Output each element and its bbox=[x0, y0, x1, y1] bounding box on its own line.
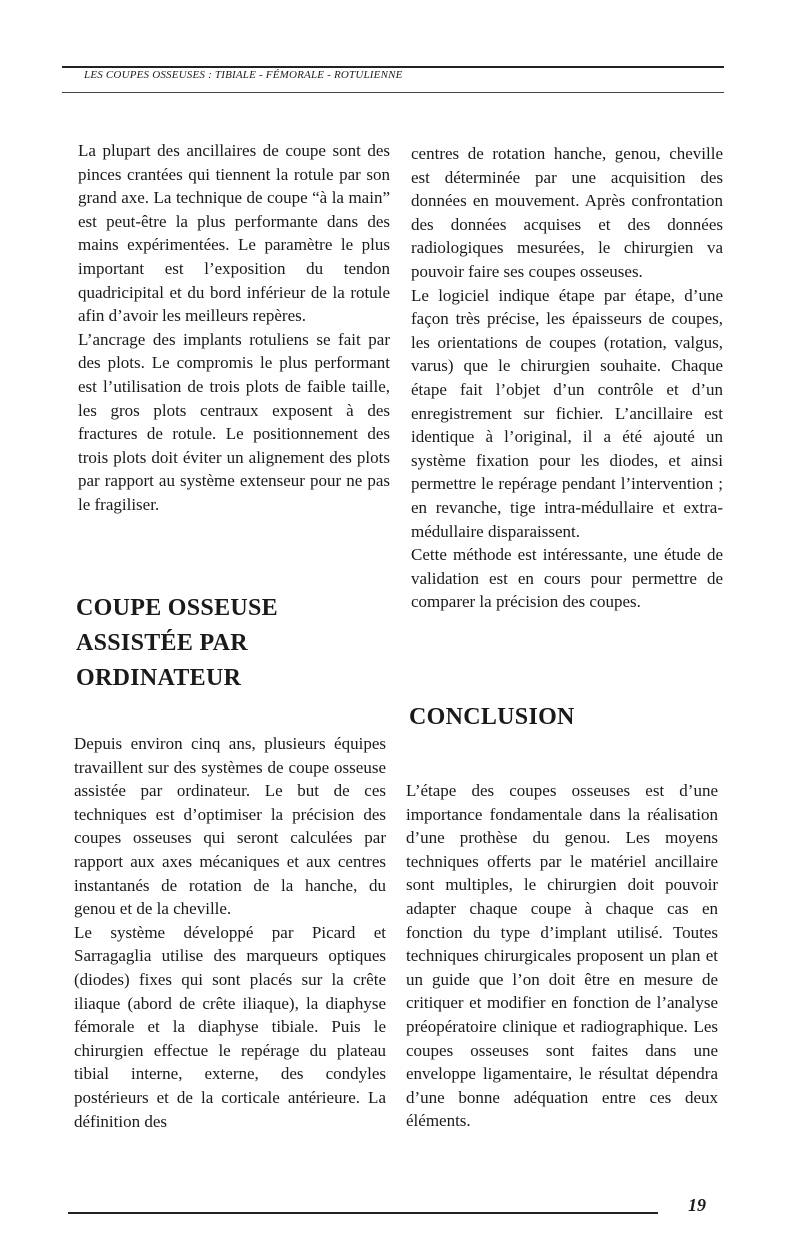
left-column-top bbox=[78, 139, 390, 517]
paragraph: La plupart des ancillaires de coupe sont des pinces crantées qui tiennent la rotule par son grand axe. La technique de coupe “à la main” est peut-être la plus performante dans des mains expérimentées. Le paramètre le plus important est l’exposition du tendon quadricipital et du bord inférieur de la rotule afin d’avoir les meilleurs repères. bbox=[78, 141, 390, 326]
header-rule-top bbox=[62, 66, 724, 68]
section-heading-computer-assisted bbox=[76, 591, 388, 696]
heading-line: ASSISTÉE PAR bbox=[76, 630, 248, 656]
paragraph: Le système développé par Picard et Sarragaglia utilise des marqueurs optiques (diodes) fixes qui sont placés sur la crête iliaque (abord de crête iliaque), la diaphyse fémorale et la diaphyse tibiale. Puis le chirurgien effectue le repérage du plateau tibial interne, externe, des condyles postérieurs et de la corticale antérieure. La définition des bbox=[74, 922, 386, 1131]
heading-line: COUPE OSSEUSE bbox=[76, 595, 278, 621]
heading-line: ORDINATEUR bbox=[76, 665, 242, 691]
paragraph: L’ancrage des implants rotuliens se fait par des plots. Le compromis le plus performant est l’utilisation de trois plots de faible taille, les gros plots centraux exposent à des fractures de rotule. Le positionnement des trois plots doit éviter un alignement des plots par rapport au système extenseur pour ne pas le fragiliser. bbox=[78, 329, 390, 514]
left-column-bottom bbox=[74, 732, 386, 1133]
paragraph: centres de rotation hanche, genou, cheville est déterminée par une acquisition des données en mouvement. Après confrontation des données acquises et des données radiologiques mesurées, le chirurgien va pouvoir faire ses coupes osseuses. bbox=[411, 144, 723, 281]
right-column-bottom bbox=[406, 779, 718, 1133]
page-number: 19 bbox=[688, 1195, 706, 1215]
right-column-top bbox=[411, 142, 723, 614]
section-heading-conclusion: CONCLUSION bbox=[409, 704, 575, 730]
paragraph: L’étape des coupes osseuses est d’une importance fondamentale dans la réalisation d’une prothèse du genou. Les moyens techniques offerts par le matériel ancillaire sont multiples, le chirurgien doit pouvoir adapter chaque coupe à chaque cas en fonction du type d’implant utilisé. Toutes techniques chirurgicales proposent un plan et un guide que l’on doit être en mesure de critiquer et modifier en fonction de l’analyse préopératoire clinique et radiographique. Les coupes osseuses sont faites dans une enveloppe ligamentaire, le résultat dépendra d’une bonne adéquation entre ces deux éléments. bbox=[406, 781, 718, 1131]
header-rule-bottom bbox=[62, 92, 724, 93]
paragraph: Cette méthode est intéressante, une étude de validation est en cours pour permettre de comparer la précision des coupes. bbox=[411, 545, 723, 612]
paragraph: Depuis environ cinq ans, plusieurs équipes travaillent sur des systèmes de coupe osseuse assistée par ordinateur. Le but de ces techniques est d’optimiser la précision des coupes osseuses qui seront calculées par rapport aux axes mécaniques et aux centres instantanés de rotation de la hanche, du genou et de la cheville. bbox=[74, 734, 386, 919]
paragraph: Le logiciel indique étape par étape, d’une façon très précise, les épaisseurs de coupes, les orientations de coupes (rotation, valgus, varus) que le chirurgien souhaite. Chaque étape fait l’objet d’un contrôle et d’un enregistrement sur fichier. L’ancillaire est identique à l’original, il a été ajouté un système fixation pour les diodes, et ainsi permettre le repérage pendant l’intervention ; en revanche, tige intra-médullaire et extra-médullaire disparaissent. bbox=[411, 285, 723, 541]
running-head: LES COUPES OSSEUSES : TIBIALE - FÉMORALE - ROTULIENNE bbox=[84, 69, 403, 81]
footer-rule bbox=[68, 1212, 658, 1214]
